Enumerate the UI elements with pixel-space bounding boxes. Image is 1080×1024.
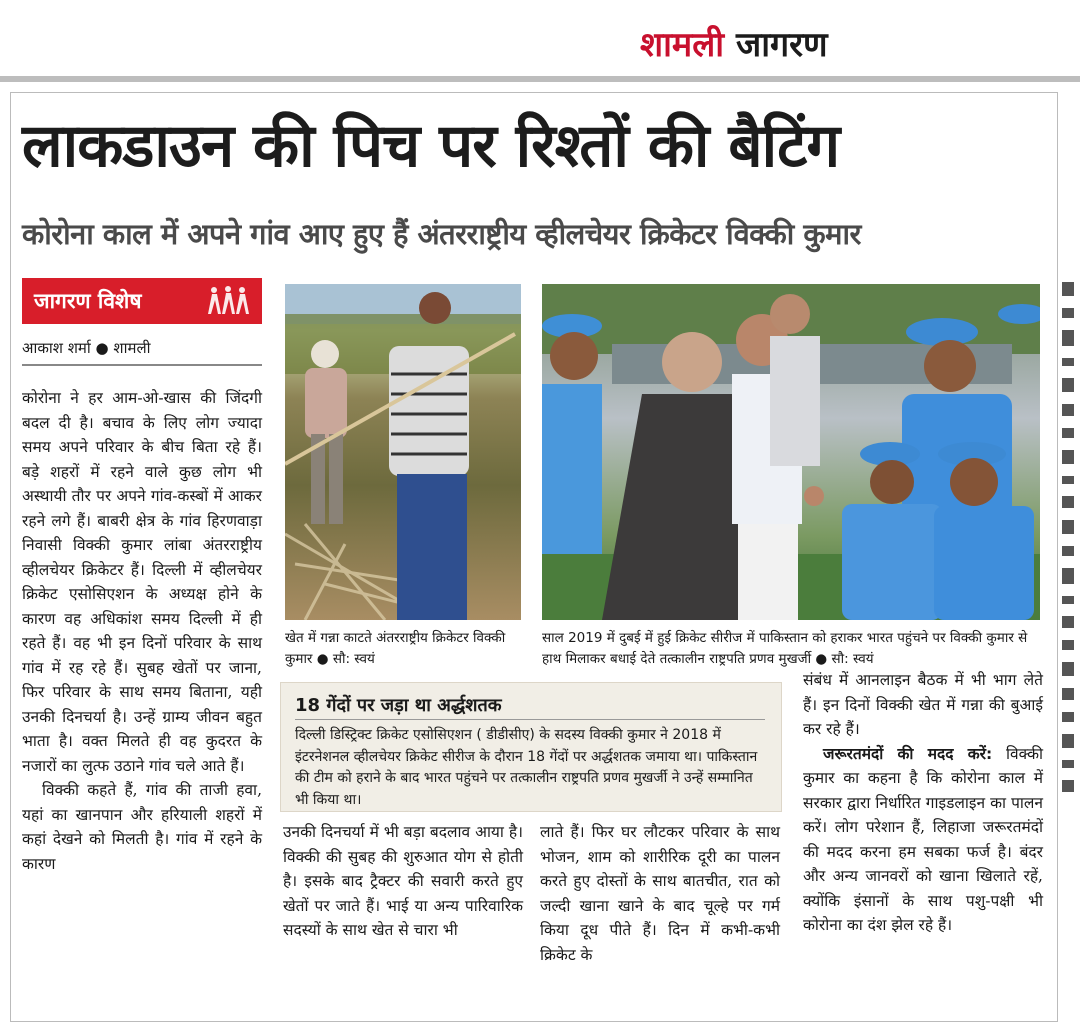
newspaper-masthead [640,20,940,70]
article-column-1 [22,386,262,876]
highlight-divider [295,719,765,720]
byline-place: शामली [113,339,151,357]
article-column-2: उनकी दिनचर्या में भी बड़ा बदलाव आया है। विक्की की सुबह की शुरुआत योग से होती है। इसके बाद ट्रैक्टर की सवारी करते हुए खेतों पर जाते हैं। भाई या अन्य पारिवारिक सदस्यों के साथ खेत से चारा भी [283,823,523,939]
badge-label: जागरण विशेष [34,289,142,313]
paragraph: संबंध में आनलाइन बैठक में भी भाग लेते हैं। इन दिनों विक्की खेत में गन्ना की बुआई कर रहे हैं। [803,671,1043,738]
top-divider [0,76,1080,82]
byline-divider [22,364,262,366]
figures-icon [204,284,252,318]
photo-illustration [285,284,521,620]
byline-author: आकाश शर्मा [22,339,91,357]
paragraph: विक्की कहते हैं, गांव की ताजी हवा, यहां का खानपान और हरियाली शहरों में कहां देखने को मिलती है। गांव में रहने के कारण [22,781,262,873]
article-headline: लाकडाउन की पिच पर रिश्तों की बैटिंग [22,111,840,181]
paragraph-text: विक्की कुमार का कहना है कि कोरोना काल में सरकार द्वारा निर्धारित गाइडलाइन का पालन करें। लोग परेशान हैं, लिहाजा जरूरतमंदों की मदद करना हम सबका फर्ज है। बंदर और अन्य जानवरों को खाना खिलाते रहें, क्योंकि इंसानों के साथ पशु-पक्षी भी कोरोना का दंश झेल रहे हैं। [803,744,1044,934]
bullet-icon: ● [95,339,109,357]
highlight-body: दिल्ली डिस्ट्रिक्ट क्रिकेट एसोसिएशन ( डीडीसीए) के सदस्य विक्की कुमार ने 2018 में इंटरनेशनल व्हीलचेयर क्रिकेट सीरीज के दौरान 18 गेंदों पर अर्द्धशतक जमाया था। पाकिस्तान की टीम को हराने के बाद भारत पहुंचने पर तत्कालीन राष्ट्रपति प्रणव मुखर्जी ने उन्हें सम्मानित भी किया था। [295,727,758,808]
byline [22,338,151,358]
article-column-4 [803,668,1043,938]
jagran-vishesh-badge [22,278,262,324]
highlight-title: 18 गेंदों पर जड़ा था अर्द्धशतक [295,695,502,716]
section-subtitle: जरूरतमंदों की मदद करें: [823,744,993,763]
photo-sugarcane-field [285,284,521,620]
paragraph: कोरोना ने हर आम-ओ-खास की जिंदगी बदल दी है। बचाव के लिए लोग ज्यादा समय अपने परिवार के बीच बिता रहे हैं। बड़े शहरों में रहने वाले कुछ लोग भी अस्थायी तौर पर अपने गांव-कस्बों में आकर रहने लगे हैं। बाबरी क्षेत्र के गांव हिरणवाड़ा निवासी विक्की कुमार लांबा अंतरराष्ट्रीय व्हीलचेयर क्रिकेटर हैं। दिल्ली में व्हीलचेयर क्रिकेट एसोसिएशन के अध्यक्ष होने के कारण वह अधिकांश समय दिल्ली में ही रहते हैं। वह भी इन दिनों परिवार के साथ गांव में रह रहे हैं। सुबह खेतों पर जाना, फिर परिवार के साथ समय बिताना, यही उनकी दिनचर्या है। उन्हें ग्राम्य जीवन बहुत भाता है। वक्त मिलते ही वह कुदरत के नजारों का लुत्फ उठाने गांव चले आते हैं। [22,389,262,775]
photo-caption-1: खेत में गन्ना काटते अंतरराष्ट्रीय क्रिकेटर विक्की कुमार ● सौ: स्वयं [285,630,506,667]
highlight-box [280,682,782,812]
photo-handshake-president [542,284,1040,620]
paragraph [803,742,1043,938]
article-column-3: लाते हैं। फिर घर लौटकर परिवार के साथ भोजन, शाम को शारीरिक दूरी का पालन करते हुए दोस्तों के साथ बातचीत, रात को जल्दी खाना खाने के बाद चूल्हे पर गर्म किया दूध पीते हैं। दिन में कभी-कभी क्रिकेट के [540,823,780,964]
article-subhead: कोरोना काल में अपने गांव आए हुए हैं अंतरराष्ट्रीय व्हीलचेयर क्रिकेटर विक्की कुमार [22,217,861,251]
adjacent-article-edge [1062,282,1080,1022]
masthead-brand: जागरण [735,25,828,65]
photo-illustration [542,284,1040,620]
photo-caption-2: साल 2019 में दुबई में हुई क्रिकेट सीरीज में पाकिस्तान को हराकर भारत पहुंचने पर विक्की कुमार से हाथ मिलाकर बधाई देते तत्कालीन राष्ट्रपति प्रणव मुखर्जी ● सौ: स्वयं [542,630,1028,667]
masthead-city: शामली [640,25,725,65]
